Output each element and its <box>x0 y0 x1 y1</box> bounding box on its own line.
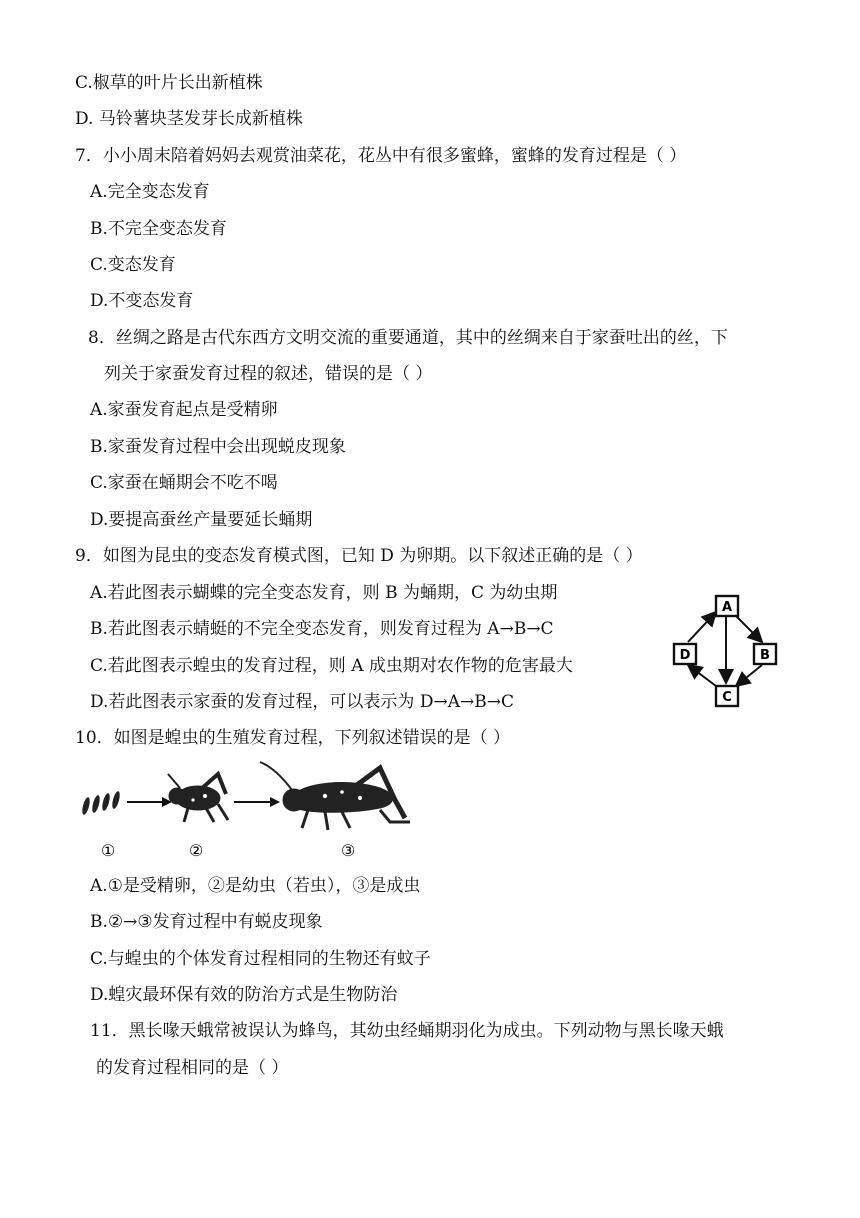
q6-option-d: D. 马铃薯块茎发芽长成新植株 <box>75 109 303 129</box>
q9-option-b: B.若此图表示蜻蜓的不完全变态发育，则发育过程为 A→B→C <box>90 619 554 639</box>
q8-option-a: A.家蚕发育起点是受精卵 <box>90 400 278 420</box>
q11-stem-line1: 11．黑长喙天蛾常被误认为蜂鸟，其幼虫经蛹期羽化为成虫。下列动物与黑长喙天蛾 <box>90 1021 724 1041</box>
q7-stem: 7．小小周末陪着妈妈去观赏油菜花，花丛中有很多蜜蜂，蜜蜂的发育过程是（ ） <box>75 146 687 166</box>
edge-c-to-d <box>688 665 716 686</box>
q10-stem: 10．如图是蝗虫的生殖发育过程，下列叙述错误的是（ ） <box>75 728 511 748</box>
q10-option-c: C.与蝗虫的个体发育过程相同的生物还有蚊子 <box>90 949 431 969</box>
edge-d-to-a <box>688 612 716 642</box>
locust-development-figure <box>80 760 420 860</box>
q7-option-d: D.不变态发育 <box>90 291 194 311</box>
figure-label-3: ③ <box>340 841 356 860</box>
node-c <box>716 686 738 706</box>
q8-stem-line1: 8．丝绸之路是古代东西方文明交流的重要通道，其中的丝绸来自于家蚕吐出的丝，下 <box>88 328 728 348</box>
metamorphosis-cycle-diagram <box>668 590 788 712</box>
edge-b-to-c <box>736 665 762 686</box>
q8-option-d: D.要提高蚕丝产量要延长蛹期 <box>90 510 313 530</box>
q10-option-d: D.蝗灾最环保有效的防治方式是生物防治 <box>90 985 398 1005</box>
q10-option-b: B.②→③发育过程中有蜕皮现象 <box>90 912 323 932</box>
q10-option-a: A.①是受精卵，②是幼虫（若虫），③是成虫 <box>90 876 421 896</box>
q9-option-c: C.若此图表示蝗虫的发育过程，则 A 成虫期对农作物的危害最大 <box>90 656 573 676</box>
figure-label-1: ① <box>100 841 116 860</box>
q6-option-c: C.椒草的叶片长出新植株 <box>75 73 263 93</box>
svg-text:A: A <box>721 600 733 615</box>
q9-stem: 9．如图为昆虫的变态发育模式图，已知 D 为卵期。以下叙述正确的是（ ） <box>75 546 643 566</box>
q7-option-c: C.变态发育 <box>90 255 176 275</box>
q9-option-d: D.若此图表示家蚕的发育过程，可以表示为 D→A→B→C <box>90 692 514 712</box>
node-b <box>754 644 776 664</box>
q11-stem-line2: 的发育过程相同的是（ ） <box>96 1058 289 1078</box>
svg-text:B: B <box>760 648 770 663</box>
arrow-nymph-to-adult <box>234 797 280 807</box>
arrow-egg-to-nymph <box>127 797 172 807</box>
adult-locust-silhouette <box>260 762 410 830</box>
node-d <box>674 644 696 664</box>
q8-stem-line2: 列关于家蚕发育过程的叙述，错误的是（ ） <box>104 364 433 384</box>
egg-cluster <box>81 791 121 816</box>
q7-option-a: A.完全变态发育 <box>90 182 210 202</box>
q8-option-c: C.家蚕在蛹期会不吃不喝 <box>90 473 278 493</box>
q7-option-b: B.不完全变态发育 <box>90 219 227 239</box>
q9-option-a: A.若此图表示蝴蝶的完全变态发育，则 B 为蛹期，C 为幼虫期 <box>90 583 558 603</box>
svg-text:D: D <box>679 648 691 663</box>
nymph-silhouette <box>168 774 228 822</box>
figure-label-2: ② <box>188 841 204 860</box>
svg-text:C: C <box>722 690 732 705</box>
q8-option-b: B.家蚕发育过程中会出现蜕皮现象 <box>90 437 346 457</box>
node-a <box>716 596 738 616</box>
